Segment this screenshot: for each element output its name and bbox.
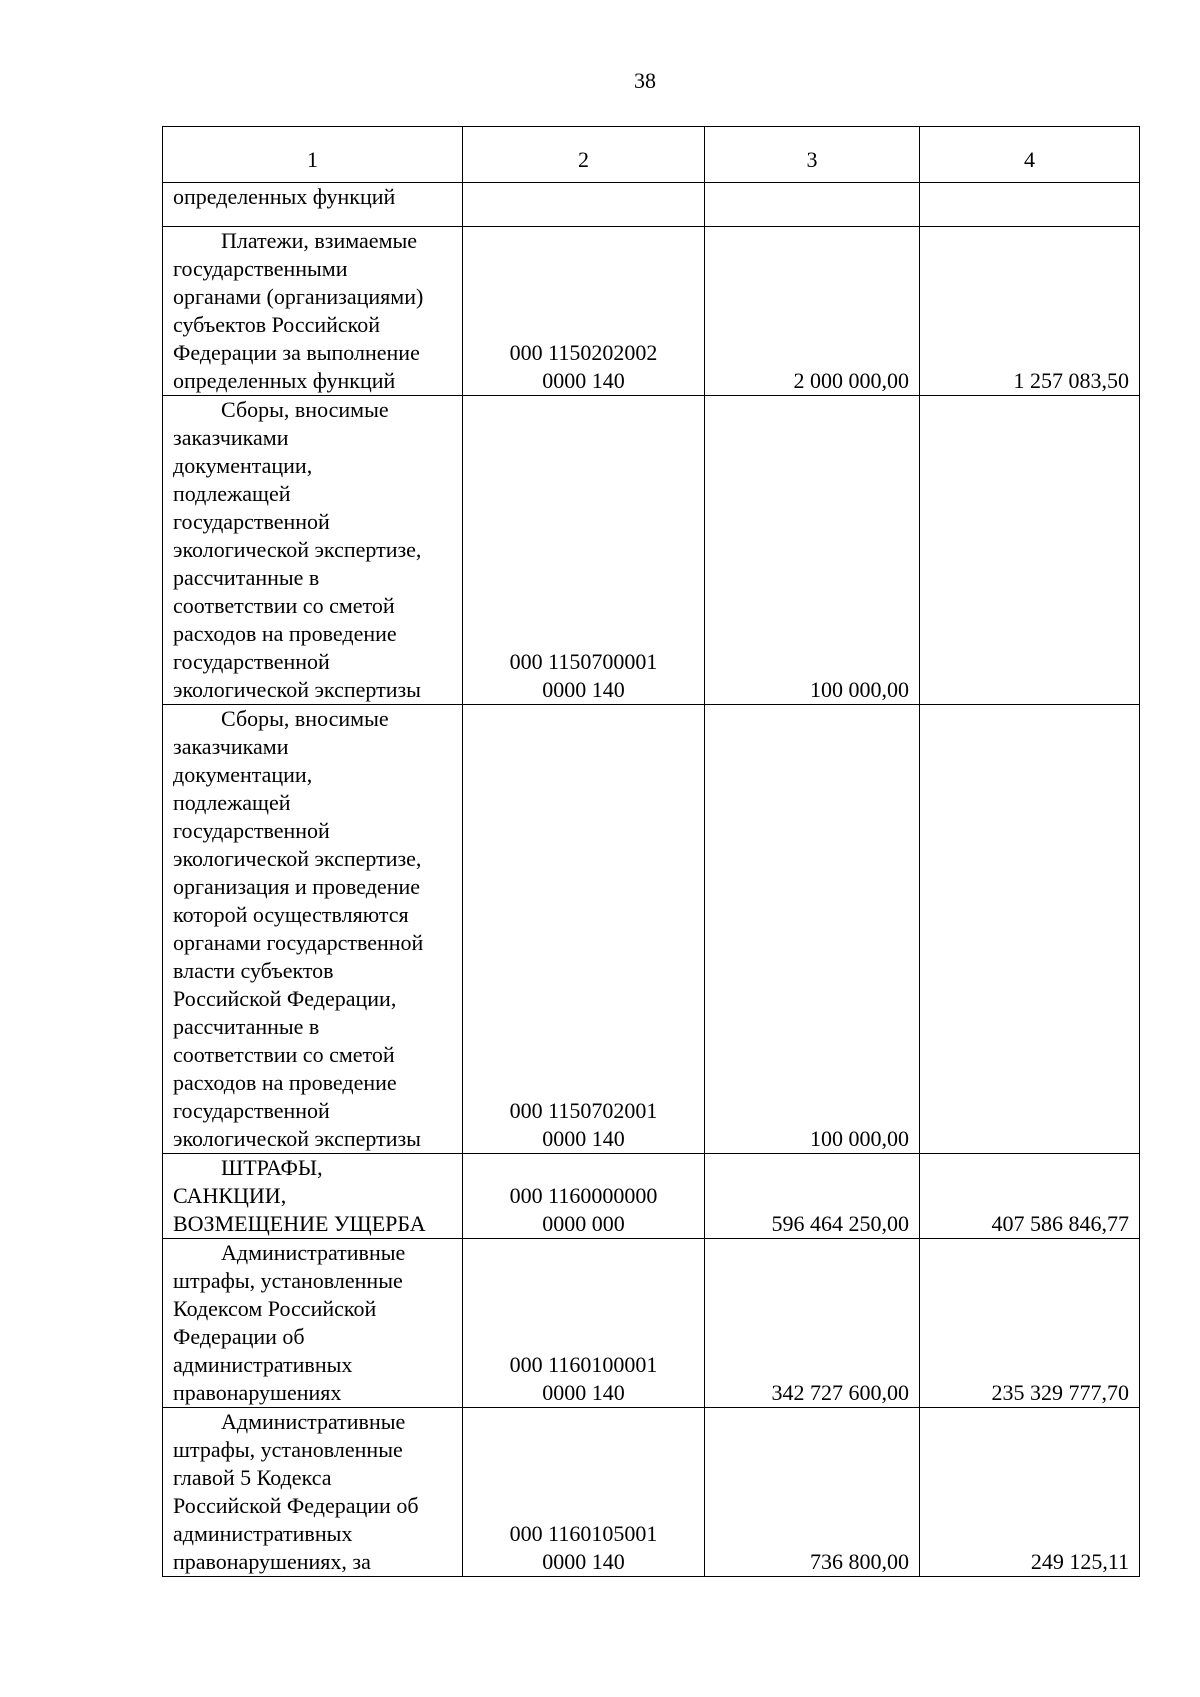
budget-code-line: 000 1160000000 — [509, 1183, 658, 1208]
header-col-4: 4 — [920, 127, 1140, 183]
budget-code-line: 000 1160100001 — [509, 1352, 658, 1377]
planned-amount-cell: 100 000,00 — [705, 396, 920, 705]
revenue-name-line: Российской Федерации, — [173, 986, 397, 1011]
revenue-name-line: государственной — [173, 818, 330, 843]
budget-code-cell — [463, 396, 705, 705]
revenue-name-cell — [163, 183, 463, 227]
revenue-name-line: определенных функций — [173, 368, 396, 393]
revenue-name-line: Кодексом Российской — [173, 1296, 377, 1321]
table-row — [163, 1408, 1140, 1577]
revenue-name-line: правонарушениях, за — [173, 1549, 371, 1574]
budget-code-line: 000 1150702001 — [509, 1098, 658, 1123]
table-header-row — [163, 127, 1140, 183]
table-row — [163, 1239, 1140, 1408]
budget-code-cell — [463, 227, 705, 396]
table-row — [163, 396, 1140, 705]
revenue-name-line: Платежи, взимаемые — [221, 228, 418, 253]
revenue-name-cell — [163, 1408, 463, 1577]
actual-amount-cell: 407 586 846,77 — [920, 1154, 1140, 1239]
revenue-name-cell — [163, 1239, 463, 1408]
actual-amount-cell — [920, 705, 1140, 1154]
planned-amount-cell: 736 800,00 — [705, 1408, 920, 1577]
table-row — [163, 705, 1140, 1154]
revenue-name-line: Федерации об — [173, 1324, 305, 1349]
revenue-name-line: расходов на проведение — [173, 1070, 397, 1095]
revenue-name-line: органами государственной — [173, 930, 424, 955]
planned-amount-cell: 2 000 000,00 — [705, 227, 920, 396]
budget-code-line: 0000 000 — [542, 1211, 625, 1236]
revenue-name-line: подлежащей — [173, 790, 291, 815]
revenue-name-line: государственными — [173, 256, 348, 281]
revenue-name-line: экологической экспертизе, — [173, 537, 422, 562]
revenue-name-line: ВОЗМЕЩЕНИЕ УЩЕРБА — [173, 1211, 426, 1236]
revenue-name-line: административных — [173, 1521, 353, 1546]
revenue-name-line: органами (организациями) — [173, 284, 424, 309]
actual-amount-cell: 249 125,11 — [920, 1408, 1140, 1577]
revenue-name-line: правонарушениях — [173, 1380, 342, 1405]
revenue-name-line: САНКЦИИ, — [173, 1183, 287, 1208]
actual-amount-cell: 1 257 083,50 — [920, 227, 1140, 396]
revenue-name-line: штрафы, установленные — [173, 1437, 403, 1462]
revenue-name-line: расходов на проведение — [173, 621, 397, 646]
revenue-name-line: власти субъектов — [173, 958, 334, 983]
revenue-name-line: рассчитанные в — [173, 1014, 320, 1039]
revenue-name-line: государственной — [173, 1098, 330, 1123]
revenue-name-line: ШТРАФЫ, — [221, 1155, 323, 1180]
budget-code-cell — [463, 183, 705, 227]
planned-amount-cell: 342 727 600,00 — [705, 1239, 920, 1408]
budget-code-line: 0000 140 — [542, 1549, 625, 1574]
actual-amount-cell — [920, 396, 1140, 705]
revenue-name-line: Российской Федерации об — [173, 1493, 419, 1518]
revenue-name-line: организация и проведение — [173, 874, 421, 899]
actual-amount-cell — [920, 183, 1140, 227]
revenue-name-line: экологической экспертизы — [173, 677, 421, 702]
header-col-3: 3 — [705, 127, 920, 183]
budget-code-line: 000 1150700001 — [509, 649, 658, 674]
revenue-name-line: субъектов Российской — [173, 312, 381, 337]
revenue-name-line: заказчиками — [173, 425, 289, 450]
table-row — [163, 183, 1140, 227]
page-number: 38 — [634, 68, 656, 93]
revenue-name-line: Административные — [221, 1240, 406, 1265]
revenue-name-line: штрафы, установленные — [173, 1268, 403, 1293]
budget-code-line: 000 1160105001 — [509, 1521, 658, 1546]
planned-amount-cell — [705, 183, 920, 227]
revenue-name-line: государственной — [173, 509, 330, 534]
revenue-name-line: главой 5 Кодекса — [173, 1465, 332, 1490]
revenue-name-line: документации, — [173, 762, 313, 787]
table-row — [163, 227, 1140, 396]
budget-code-cell — [463, 705, 705, 1154]
budget-code-line: 0000 140 — [542, 677, 625, 702]
budget-code-cell — [463, 1239, 705, 1408]
revenue-name-line: государственной — [173, 649, 330, 674]
planned-amount-cell: 100 000,00 — [705, 705, 920, 1154]
revenue-name-line: подлежащей — [173, 481, 291, 506]
revenue-name-cell — [163, 1154, 463, 1239]
header-col-1: 1 — [163, 127, 463, 183]
revenue-name-line: административных — [173, 1352, 353, 1377]
revenue-name-line: рассчитанные в — [173, 565, 320, 590]
revenue-name-line: определенных функций — [173, 184, 396, 209]
budget-table — [162, 126, 1140, 1577]
revenue-name-line: Административные — [221, 1409, 406, 1434]
budget-code-line: 0000 140 — [542, 1380, 625, 1405]
header-col-2: 2 — [463, 127, 705, 183]
budget-code-line: 000 1150202002 — [509, 340, 658, 365]
planned-amount-cell: 596 464 250,00 — [705, 1154, 920, 1239]
budget-code-line: 0000 140 — [542, 368, 625, 393]
budget-code-cell — [463, 1154, 705, 1239]
revenue-name-line: заказчиками — [173, 734, 289, 759]
revenue-name-cell — [163, 227, 463, 396]
revenue-name-line: Сборы, вносимые — [221, 397, 389, 422]
revenue-name-line: соответствии со сметой — [173, 1042, 395, 1067]
table-row — [163, 1154, 1140, 1239]
revenue-name-line: экологической экспертизе, — [173, 846, 422, 871]
revenue-name-line: Федерации за выполнение — [173, 340, 420, 365]
revenue-name-line: экологической экспертизы — [173, 1126, 421, 1151]
revenue-name-line: Сборы, вносимые — [221, 706, 389, 731]
revenue-name-line: соответствии со сметой — [173, 593, 395, 618]
revenue-name-cell — [163, 396, 463, 705]
revenue-name-cell — [163, 705, 463, 1154]
budget-code-line: 0000 140 — [542, 1126, 625, 1151]
budget-code-cell — [463, 1408, 705, 1577]
revenue-name-line: документации, — [173, 453, 313, 478]
revenue-name-line: которой осуществляются — [173, 902, 409, 927]
actual-amount-cell: 235 329 777,70 — [920, 1239, 1140, 1408]
